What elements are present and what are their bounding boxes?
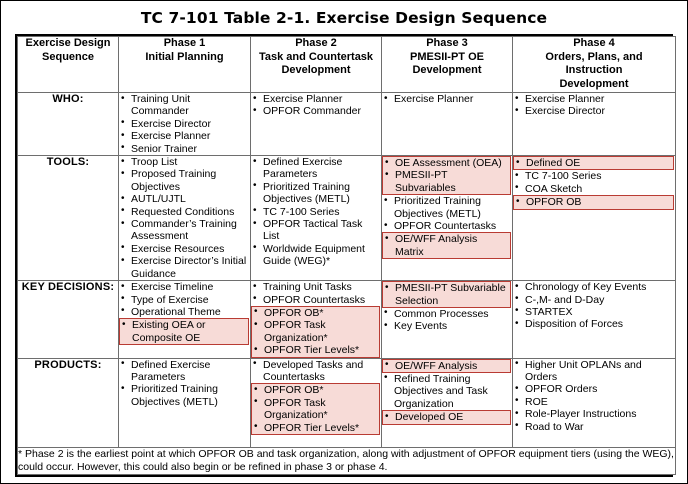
bullet-item: • ROE <box>513 396 675 408</box>
table-row-who <box>18 93 676 156</box>
bullet-item: • OPFOR Tier Levels* <box>252 422 379 434</box>
bullet-item: • Training Unit Commander <box>119 93 250 118</box>
header-line-1: Exercise Design <box>25 37 111 49</box>
bullet-group <box>119 359 250 409</box>
bullet-item: • Troop List <box>119 156 250 168</box>
bullet-list <box>513 93 675 118</box>
bullet-item: • OE/WFF Analysis <box>383 360 510 372</box>
cell-who-phase-4 <box>513 93 676 156</box>
bullet-item: • Exercise Planner <box>513 93 675 105</box>
bullet-item: • Senior Trainer <box>119 143 250 155</box>
bullet-item: • OPFOR Tactical Task List <box>251 218 381 243</box>
bullet-item: • Prioritized Training Objectives (METL) <box>382 195 512 220</box>
bullet-item: • Exercise Planner <box>382 93 512 105</box>
row-label-products: PRODUCTS: <box>18 358 119 447</box>
bullet-list <box>119 156 250 280</box>
bullet-item: • Common Processes <box>382 308 512 320</box>
highlight-group <box>513 195 674 209</box>
bullet-item: • C-,M- and D-Day <box>513 294 675 306</box>
table-footnote <box>18 447 676 474</box>
header-line-2: Initial Planning <box>145 50 224 63</box>
bullet-list <box>119 93 250 155</box>
bullet-list <box>513 170 675 195</box>
header-line-1: Phase 4 <box>573 37 615 49</box>
table-row-key-decisions <box>18 281 676 358</box>
bullet-item: • Developed OE <box>383 411 510 423</box>
highlight-group <box>382 232 511 259</box>
bullet-item: • OPFOR Tier Levels* <box>252 344 379 356</box>
bullet-list <box>513 359 675 433</box>
bullet-item: • Defined Exercise Parameters <box>251 156 381 181</box>
cell-tools-phase-2 <box>251 156 382 281</box>
column-header-phase-2 <box>251 37 382 93</box>
bullet-list <box>514 196 673 208</box>
header-line-1: Phase 1 <box>163 37 206 49</box>
bullet-list <box>514 157 673 169</box>
highlight-group <box>251 383 380 435</box>
bullet-list <box>252 307 379 357</box>
bullet-list <box>382 308 512 333</box>
footnote-text: * Phase 2 is the earliest point at which OPFOR OB and task organization, along with adjustment of OPFOR equipment tiers (using the WEG), could occur. However, this could also begin or be refined in phase 3 or phase 4. <box>18 447 674 473</box>
cell-products-phase-3 <box>382 358 513 447</box>
bullet-item: • OPFOR Countertasks <box>251 294 381 306</box>
row-label-who: WHO: <box>18 93 119 156</box>
header-line-2: Sequence <box>42 50 94 63</box>
cell-products-phase-2 <box>251 358 382 447</box>
bullet-item: • Exercise Planner <box>119 130 250 142</box>
bullet-item: • Existing OEA or Composite OE <box>120 319 248 344</box>
highlight-group <box>382 410 511 424</box>
bullet-item: • Role-Player Instructions <box>513 408 675 420</box>
bullet-list <box>513 281 675 331</box>
bullet-item: • COA Sketch <box>513 183 675 195</box>
bullet-item: • Operational Theme <box>119 306 250 318</box>
bullet-item: • TC 7-100 Series <box>513 170 675 182</box>
bullet-item: • Refined Training Objectives and Task Organization <box>382 373 512 410</box>
table-frame <box>15 34 673 477</box>
row-label-key-decisions: KEY DECISIONS: <box>18 281 119 358</box>
header-line-4: Development <box>559 77 629 90</box>
bullet-list <box>251 359 381 384</box>
bullet-item: • Defined Exercise Parameters <box>119 359 250 384</box>
bullet-list <box>119 281 250 318</box>
bullet-item: • Exercise Director <box>513 105 675 117</box>
table-row-tools <box>18 156 676 281</box>
bullet-item: • Exercise Director’s Initial Guidance <box>119 255 250 280</box>
bullet-list <box>119 359 250 409</box>
bullet-item: • Requested Conditions <box>119 206 250 218</box>
bullet-item: • Prioritized Training Objectives (METL) <box>251 181 381 206</box>
cell-tools-phase-3 <box>382 156 513 281</box>
bullet-group <box>382 195 512 232</box>
bullet-group <box>513 359 675 433</box>
highlight-group <box>382 156 511 195</box>
cell-products-phase-4 <box>513 358 676 447</box>
cell-key-decisions-phase-4 <box>513 281 676 358</box>
table-body <box>18 37 676 475</box>
highlight-group <box>513 156 674 170</box>
highlight-group <box>382 281 511 308</box>
cell-who-phase-1 <box>119 93 251 156</box>
bullet-item: • OPFOR Commander <box>251 105 381 117</box>
bullet-list <box>383 282 510 307</box>
header-line-2: Orders, Plans, and <box>545 50 643 63</box>
exercise-design-sequence-table <box>17 36 676 475</box>
bullet-item: • OPFOR Orders <box>513 383 675 395</box>
cell-who-phase-3 <box>382 93 513 156</box>
bullet-item: • OPFOR Countertasks <box>382 220 512 232</box>
bullet-group <box>119 156 250 280</box>
column-header-phase-4 <box>513 37 676 93</box>
header-line-2: Task and Countertask <box>258 50 374 63</box>
bullet-item: • Chronology of Key Events <box>513 281 675 293</box>
bullet-list <box>251 93 381 118</box>
bullet-item: • OE Assessment (OEA) <box>383 157 510 169</box>
bullet-item: • AUTL/UJTL <box>119 193 250 205</box>
cell-tools-phase-4 <box>513 156 676 281</box>
table-footnote-row <box>18 447 676 474</box>
bullet-list <box>252 384 379 434</box>
bullet-item: • OPFOR OB* <box>252 307 379 319</box>
bullet-item: • Prioritized Training Objectives (METL) <box>119 383 250 408</box>
bullet-item: • PMESII-PT Subvariables <box>383 169 510 194</box>
bullet-group <box>382 93 512 105</box>
bullet-list <box>383 157 510 194</box>
cell-key-decisions-phase-2 <box>251 281 382 358</box>
bullet-list <box>383 360 510 372</box>
bullet-group <box>251 156 381 268</box>
bullet-item: • OPFOR Task Organization* <box>252 319 379 344</box>
bullet-list <box>383 233 510 258</box>
header-line-3: Development <box>281 64 351 76</box>
bullet-item: • Exercise Director <box>119 118 250 130</box>
bullet-group <box>119 93 250 155</box>
bullet-item: • OPFOR OB* <box>252 384 379 396</box>
bullet-item: • Defined OE <box>514 157 673 169</box>
bullet-group <box>119 281 250 318</box>
bullet-group <box>382 373 512 410</box>
row-label-tools: TOOLS: <box>18 156 119 281</box>
bullet-item: • Higher Unit OPLANs and Orders <box>513 359 675 384</box>
table-header-row <box>18 37 676 93</box>
bullet-list <box>120 319 248 344</box>
bullet-item: • OE/WFF Analysis Matrix <box>383 233 510 258</box>
cell-products-phase-1 <box>119 358 251 447</box>
column-header-phase-3 <box>382 37 513 93</box>
bullet-group <box>513 93 675 118</box>
bullet-group <box>251 359 381 384</box>
bullet-list <box>383 411 510 423</box>
header-line-3: Instruction <box>565 64 623 76</box>
bullet-item: • Proposed Training Objectives <box>119 168 250 193</box>
header-line-3: Development <box>412 64 482 76</box>
bullet-item: • Exercise Resources <box>119 243 250 255</box>
highlight-group <box>251 306 380 358</box>
table-row-products <box>18 358 676 447</box>
bullet-item: • Developed Tasks and Countertasks <box>251 359 381 384</box>
cell-key-decisions-phase-1 <box>119 281 251 358</box>
column-header-phase-1 <box>119 37 251 93</box>
bullet-item: • OPFOR Task Organization* <box>252 397 379 422</box>
bullet-list <box>382 195 512 232</box>
bullet-item: • Disposition of Forces <box>513 318 675 330</box>
page-title: TC 7-101 Table 2-1. Exercise Design Sequence <box>140 9 548 27</box>
cell-key-decisions-phase-3 <box>382 281 513 358</box>
bullet-group <box>382 308 512 333</box>
bullet-item: • Training Unit Tasks <box>251 281 381 293</box>
bullet-item: • Type of Exercise <box>119 294 250 306</box>
bullet-item: • Exercise Timeline <box>119 281 250 293</box>
header-line-2: PMESII-PT OE <box>410 50 484 63</box>
bullet-item: • Key Events <box>382 320 512 332</box>
bullet-item: • TC 7-100 Series <box>251 206 381 218</box>
cell-who-phase-2 <box>251 93 382 156</box>
bullet-item: • STARTEX <box>513 306 675 318</box>
column-header-exercise-design-sequence <box>18 37 119 93</box>
bullet-item: • Road to War <box>513 421 675 433</box>
highlight-group <box>119 318 249 345</box>
highlight-group <box>382 359 511 373</box>
bullet-item: • OPFOR OB <box>514 196 673 208</box>
bullet-list <box>251 281 381 306</box>
bullet-item: • Commander’s Training Assessment <box>119 218 250 243</box>
bullet-group <box>513 170 675 195</box>
bullet-item: • Worldwide Equipment Guide (WEG)* <box>251 243 381 268</box>
bullet-group <box>251 93 381 118</box>
bullet-list <box>251 156 381 268</box>
bullet-group <box>513 281 675 331</box>
header-line-1: Phase 3 <box>426 37 468 49</box>
bullet-list <box>382 373 512 410</box>
bullet-group <box>251 281 381 306</box>
bullet-item: • Exercise Planner <box>251 93 381 105</box>
header-line-1: Phase 2 <box>295 37 337 49</box>
cell-tools-phase-1 <box>119 156 251 281</box>
bullet-item: • PMESII-PT Subvariable Selection <box>383 282 510 307</box>
bullet-list <box>382 93 512 105</box>
